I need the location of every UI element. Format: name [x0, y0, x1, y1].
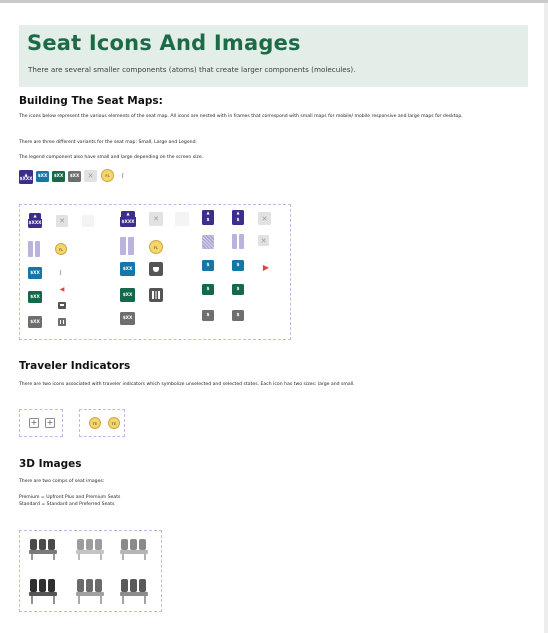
premium-chevron-icon: ▲ — [29, 213, 41, 219]
legend-premium-seat: ▲ $XXX — [19, 170, 33, 184]
images3d-frame — [19, 530, 162, 612]
large-standard-seat[interactable]: $XX — [28, 291, 42, 303]
legend-standard-seat: $XX — [52, 171, 65, 182]
seatmap-frame — [19, 204, 291, 340]
medium-blocked-seat: ✕ — [149, 212, 163, 226]
building-paragraph-1: The icons below represent the various elements of the seat map. All icons are nested with in frames that correspond with small maps for mobile/ mobile responsive and large maps for desktop. — [19, 114, 463, 119]
premium-chevron-icon: ▲ — [121, 211, 135, 217]
small-premium-price-1: $ — [202, 216, 214, 225]
legend-preferred-seat: $XX — [36, 171, 49, 182]
small-unavailable-seat-1: $ — [202, 310, 214, 321]
medium-premium-price: $XXX — [120, 217, 136, 227]
small-preferred-seat-1[interactable]: $ — [202, 260, 214, 271]
traveler-paragraph: There are two icons associated with traveler indicators which symbolize unselected and selected states. Each icon has two sizes: large and small. — [19, 382, 355, 387]
building-paragraph-3: The legend component also have small and large depending on the screen size. — [19, 155, 204, 160]
large-blocked-seat: ✕ — [56, 215, 68, 227]
images3d-heading: 3D Images — [19, 458, 82, 470]
images3d-paragraph-3: Standard = Standard and Preferred Seats — [19, 502, 115, 507]
scrollbar-track[interactable] — [544, 3, 548, 633]
small-premium-seat-1[interactable] — [202, 210, 214, 225]
premium-seat-image-mid — [119, 537, 149, 561]
large-premium-price: $XXX — [28, 221, 42, 226]
small-light-seat-pair — [232, 234, 244, 249]
premium-seat-image-light — [75, 537, 105, 561]
add-traveler-small-icon[interactable]: + — [46, 418, 54, 427]
add-traveler-large-icon[interactable]: + — [30, 418, 38, 427]
exit-arrow-right-icon: ▶ — [262, 262, 270, 272]
hero-banner — [19, 25, 528, 87]
restroom-icon — [149, 288, 163, 302]
traveler-selected-small[interactable]: TE — [108, 417, 120, 429]
large-empty-seat — [82, 215, 94, 227]
premium-chevron-icon: ▲ — [232, 210, 244, 216]
building-heading: Building The Seat Maps: — [19, 95, 163, 107]
standard-seat-image — [28, 577, 58, 605]
legend-traveler-indicator: FL — [101, 169, 114, 182]
small-blocked-seat: ✕ — [258, 212, 271, 225]
images3d-paragraph-1: There are two comps of seat images: — [19, 479, 105, 484]
large-premium-seat[interactable] — [28, 213, 42, 228]
medium-empty-seat — [175, 212, 189, 226]
traveler-heading: Traveler Indicators — [19, 360, 131, 372]
small-preferred-seat-2[interactable]: $ — [232, 260, 244, 271]
medium-premium-seat[interactable] — [120, 211, 136, 227]
lavatory-icon — [58, 302, 66, 309]
exit-arrow-left-icon: ◀ — [59, 285, 65, 293]
legend-aisle-marker: | — [122, 173, 124, 179]
galley-icon — [58, 318, 66, 326]
small-premium-seat-2[interactable] — [232, 210, 244, 225]
large-unavailable-seat: $XX — [28, 316, 42, 328]
small-unavailable-seat-2: $ — [232, 310, 244, 321]
premium-chevron-icon: ▲ — [202, 210, 214, 216]
large-preferred-seat[interactable]: $XX — [28, 267, 42, 279]
small-standard-seat-1[interactable]: $ — [202, 284, 214, 295]
page-title: Seat Icons And Images — [27, 31, 301, 55]
legend-unavailable-seat: $XX — [68, 171, 81, 182]
traveler-unselected-frame — [19, 409, 63, 437]
small-premium-price-2: $ — [232, 216, 244, 225]
traveler-selected-large[interactable]: TE — [89, 417, 101, 429]
medium-standard-seat[interactable]: $XX — [120, 288, 135, 302]
standard-seat-image-mid — [119, 577, 149, 605]
small-hatched-seat — [202, 235, 214, 249]
small-blocked-seat-2: ✕ — [258, 235, 269, 246]
lavatory-icon — [149, 262, 163, 276]
small-standard-seat-2[interactable]: $ — [232, 284, 244, 295]
large-hatched-seat-pair — [28, 241, 40, 257]
legend-blocked-seat: ✕ — [84, 170, 97, 182]
large-aisle-marker: | — [60, 270, 62, 276]
traveler-selected-frame — [79, 409, 125, 437]
legend-premium-price: $XXX — [19, 176, 33, 182]
top-bar — [0, 0, 548, 3]
medium-preferred-seat[interactable]: $XX — [120, 262, 135, 276]
images3d-paragraph-2: Premium = Upfront Plus and Premium Seats — [19, 495, 121, 500]
premium-seat-image — [28, 537, 58, 561]
building-paragraph-2: There are three different variants for the seat map: Small, Large and Legend. — [19, 140, 197, 145]
medium-traveler-indicator: FL — [149, 240, 163, 254]
large-traveler-indicator: FL — [55, 243, 67, 255]
medium-unavailable-seat: $XX — [120, 312, 135, 325]
medium-hatched-seat-pair — [120, 237, 134, 255]
standard-seat-image-light — [75, 577, 105, 605]
page-subtitle: There are several smaller components (atoms) that create larger components (molecules). — [28, 65, 356, 74]
